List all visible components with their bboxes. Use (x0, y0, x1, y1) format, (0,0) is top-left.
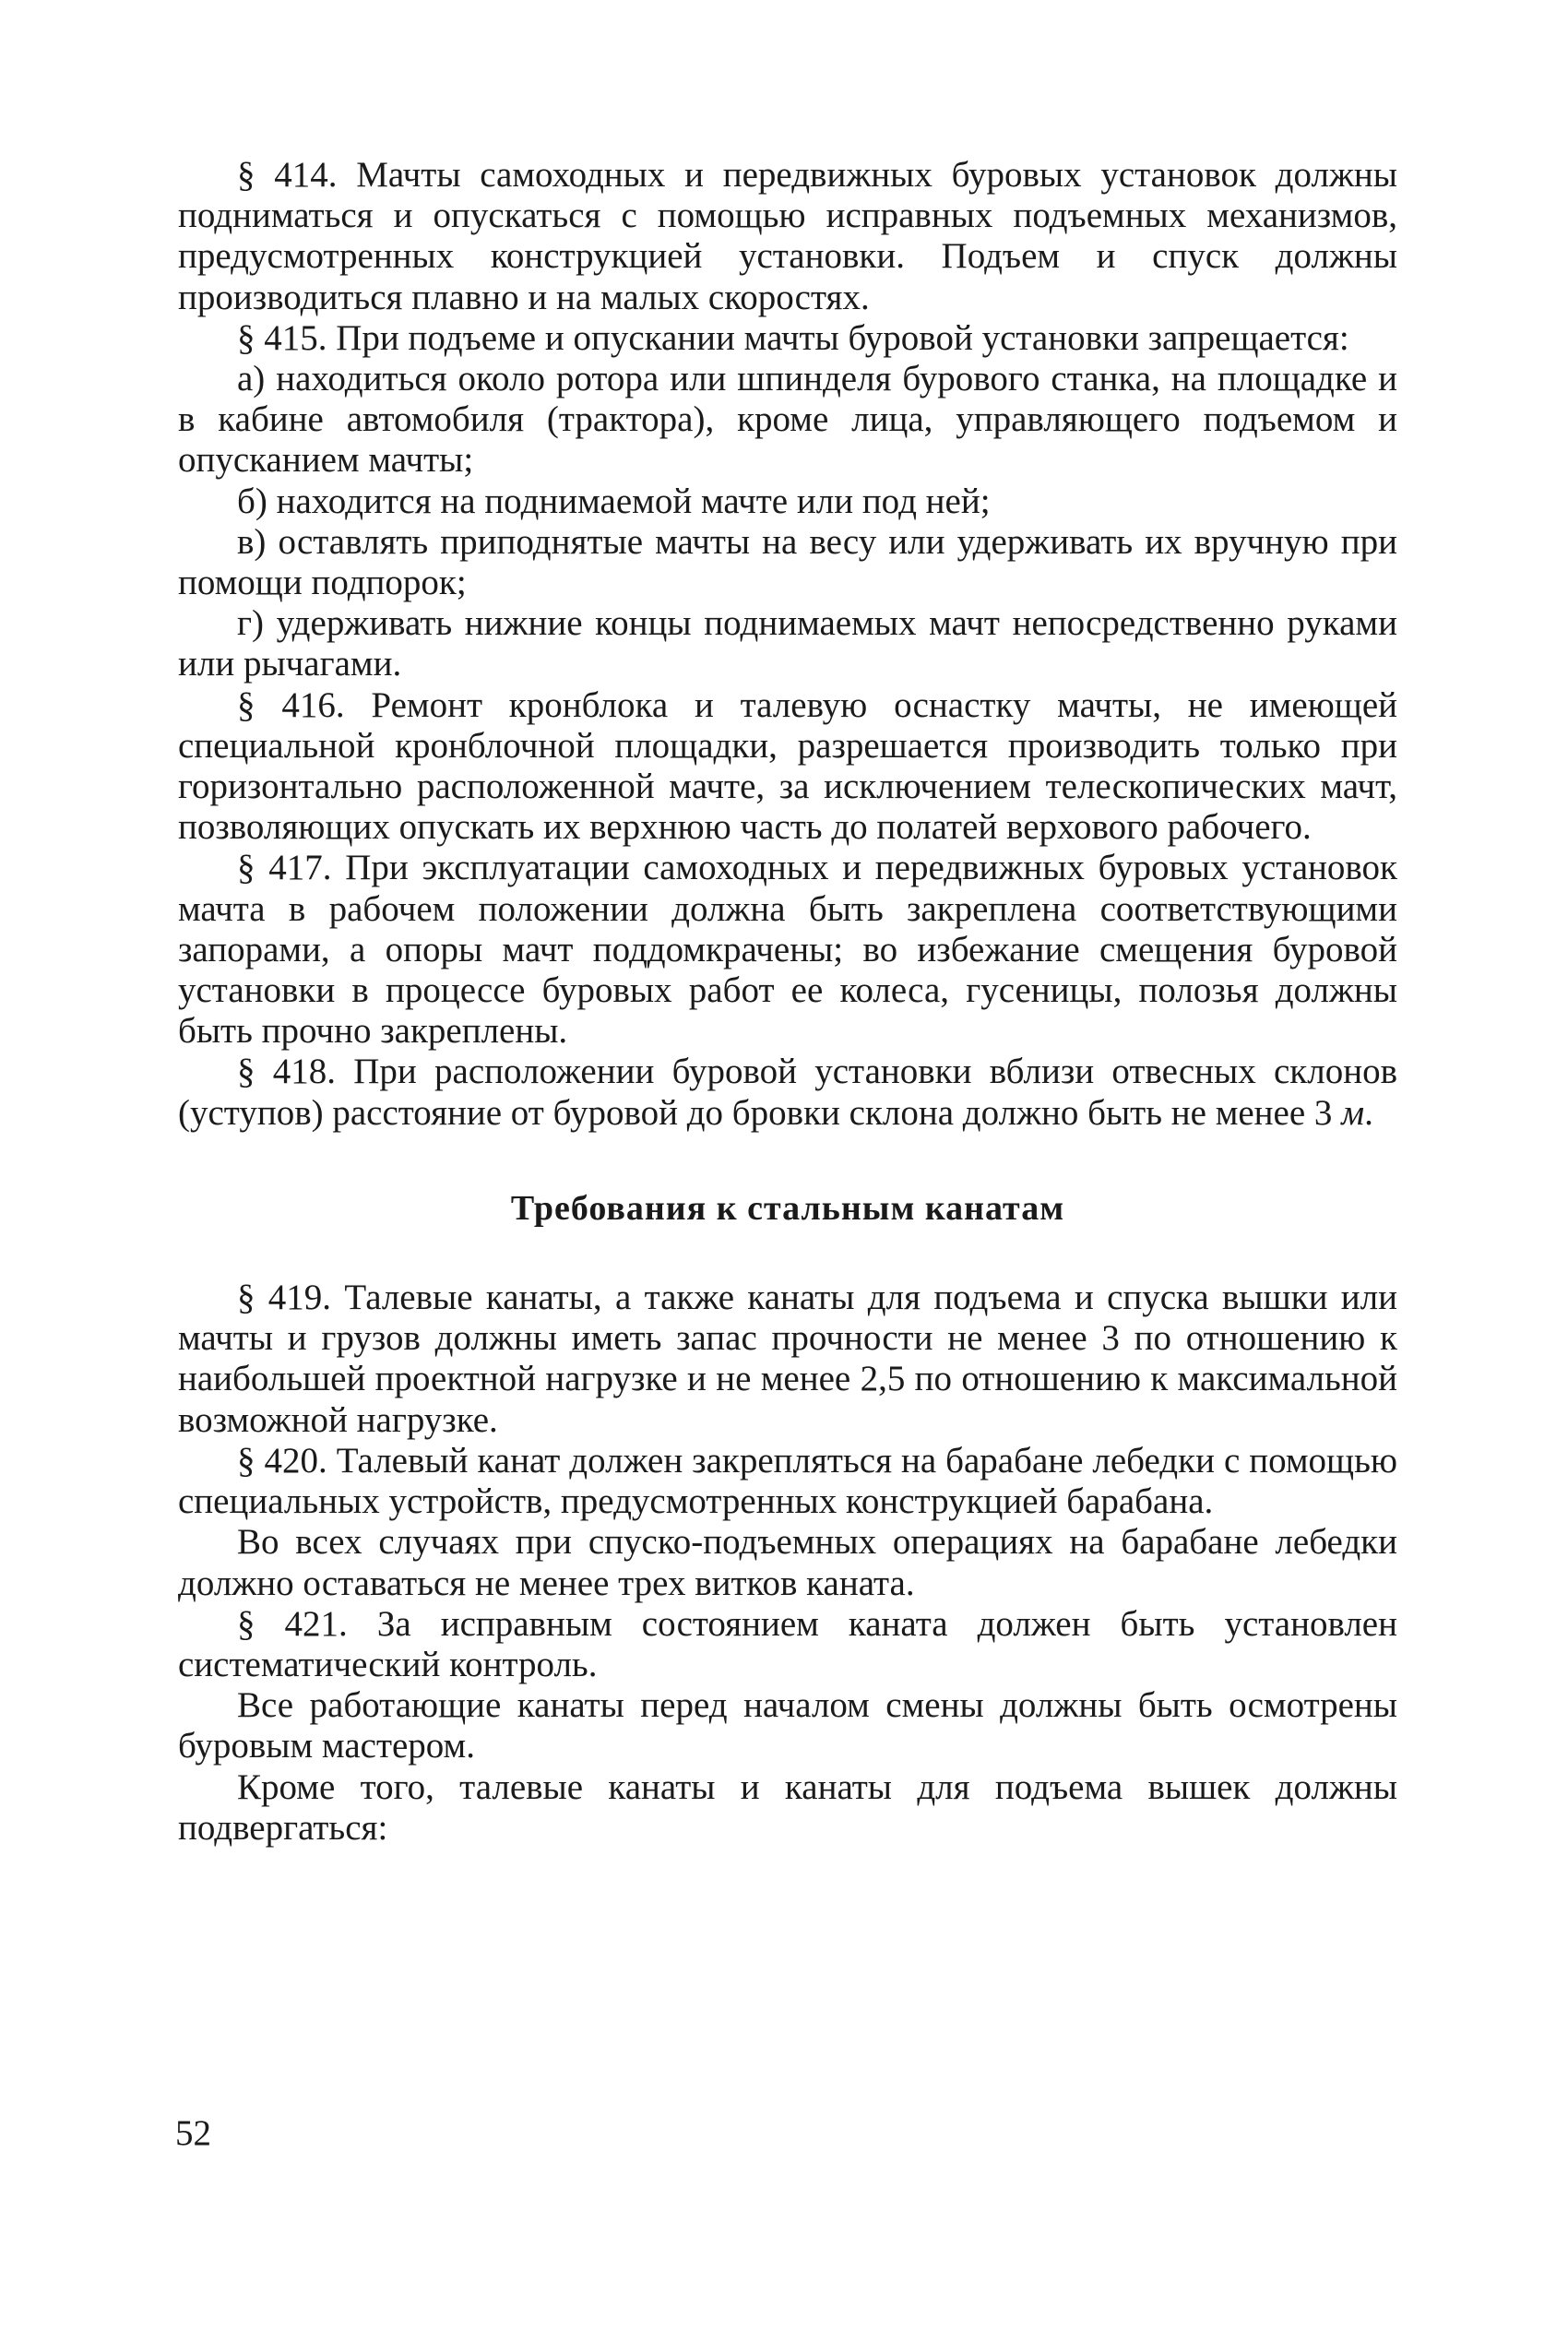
list-item-g: г) удерживать нижние концы поднимаемых мачт непосредственно руками или рычагами. (178, 603, 1397, 684)
page-number: 52 (175, 2113, 211, 2153)
section-heading: Требования к стальным канатам (510, 1188, 1065, 1228)
paragraph-419: § 419. Талевые канаты, а также канаты для подъема и спуска вышки или мачты и грузов должны иметь запас прочности не менее 3 по отношению к наибольшей проектной нагрузке и не менее 2,5 по отношению к максимальной возможной нагрузке. (178, 1278, 1397, 1440)
paragraph-421-additional: Кроме того, талевые канаты и канаты для подъема вышек должны подвергаться: (178, 1766, 1397, 1848)
list-item-a: а) находиться около ротора или шпинделя бурового станка, на площадке и в кабине автомобиля (трактора), кроме лица, управляющего подъемом и опусканием мачты; (178, 359, 1397, 481)
paragraph-414: § 414. Мачты самоходных и передвижных буровых установок должны подниматься и опускаться с помощью исправных подъемных механизмов, предусмотренных конструкцией установки. Подъем и спуск должны производиться плавно и на малых скоростях. (178, 155, 1397, 317)
paragraph-420: § 420. Талевый канат должен закрепляться на барабане лебедки с помощью специальных устройств, предусмотренных конструкцией барабана. (178, 1440, 1397, 1522)
list-item-v: в) оставлять приподнятые мачты на весу или удерживать их вручную при помощи подпорок; (178, 521, 1397, 603)
paragraph-418 (178, 1052, 1397, 1133)
paragraph-417: § 417. При эксплуатации самоходных и передвижных буровых установок мачта в рабочем положении должна быть закреплена соответствующими запорами, а опоры мачт поддомкрачены; во избежание смещения буровой установки в процессе буровых работ ее колеса, гусеницы, полозья должны быть прочно закреплены. (178, 848, 1397, 1052)
list-item-b: б) находится на поднимаемой мачте или под ней; (237, 481, 991, 521)
page-body (178, 155, 1397, 1849)
paragraph-420-cont: Во всех случаях при спуско-подъемных операциях на барабане лебедки должно оставаться не менее трех витков каната. (178, 1522, 1397, 1603)
paragraph-415: § 415. При подъеме и опускании мачты буровой установки запрещается: (237, 317, 1349, 358)
paragraph-421-inspection: Все работающие канаты перед началом смены должны быть осмотрены буровым мастером. (178, 1685, 1397, 1766)
paragraph-418-end: . (1364, 1092, 1373, 1133)
unit-meters: м (1341, 1092, 1365, 1133)
paragraph-418-text: § 418. При расположении буровой установки вблизи отвесных склонов (уступов) расстояние от буровой до бровки склона должно быть не менее 3 (178, 1052, 1397, 1133)
paragraph-416: § 416. Ремонт кронблока и талевую оснастку мачты, не имеющей специальной кронблочной площадки, разрешается производить только при горизонтально расположенной мачте, за исключением телескопических мачт, позволяющих опускать их верхнюю часть до полатей верхового рабочего. (178, 684, 1397, 848)
paragraph-421: § 421. За исправным состоянием каната должен быть установлен систематический контроль. (178, 1603, 1397, 1684)
